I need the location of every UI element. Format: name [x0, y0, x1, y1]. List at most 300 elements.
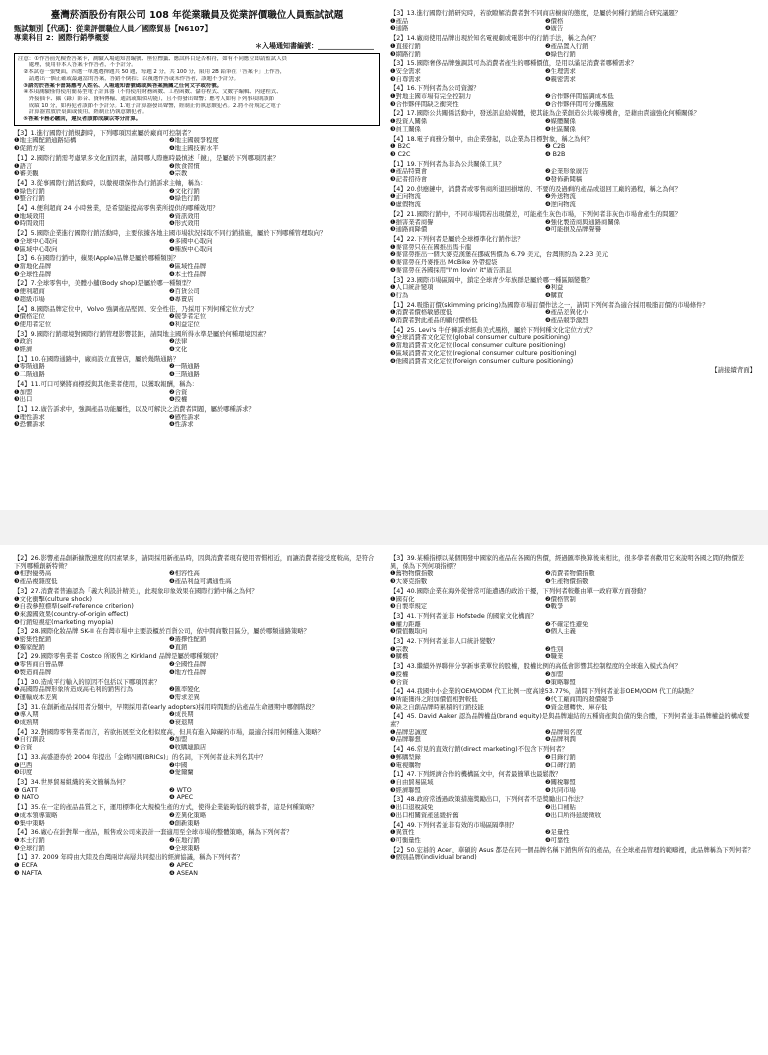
answer-options: [390, 621, 756, 636]
answer-options: [14, 389, 380, 404]
answer-options: [14, 570, 380, 585]
question-stem: 【3】27.消費者普遍認為「義大利設計精美」，此現象印象效果在國際行銷中稱之為何？: [14, 587, 258, 595]
answer-option: ❸缺乏自創品牌時累積的行銷技能: [390, 703, 484, 711]
answer-option: ❷當地消費者文化定位(local consumer culture positioning): [390, 342, 566, 350]
answer-option: ❸合資: [14, 744, 33, 752]
answer-option: ❷麥當勞推出一個大麥克漢堡在挪威售價為 6.79 美元，台灣則約為 2.23 美元: [390, 251, 609, 259]
answer-option: ❶權力距離: [390, 620, 421, 628]
answer-option: ❷區域性品牌: [169, 262, 207, 270]
answer-option: ❷自我參照標準(self-reference criterion): [14, 603, 134, 611]
answer-option: ❶麥當勞只在在國推出馬卡龍: [390, 243, 472, 251]
question-item: [14, 804, 380, 827]
question-list: [14, 130, 380, 429]
question-stem: 【3】31.在創新產品採用者分類中，早期採用者(early adopters)採用時間點約佔產品生命週期中哪個階段？: [14, 703, 318, 711]
question-item: [390, 161, 756, 184]
question-item: [390, 302, 756, 325]
answer-options: [14, 313, 380, 328]
answer-option: ❷產品置入行銷: [545, 42, 589, 50]
answer-option: ❸促銷方案: [14, 145, 45, 153]
answer-option: ❹產品利益可溝通性高: [169, 578, 232, 586]
question-stem: 【4】22.下列何者是屬於全球標準化行銷作法？: [390, 235, 524, 243]
question-item: [14, 255, 380, 278]
question-item: [14, 729, 380, 752]
answer-option: ❷消費者物價指數: [545, 570, 595, 578]
answer-option: ❸集中策略: [14, 819, 45, 827]
answer-option: ❷中國: [169, 761, 188, 769]
question-stem: 【3】39.某種指標以某個開發中國家的產品在各國的售價，經過匯率換算後來相比，很多學者喜歡用它來說明各國之間的物價差異，係為下列何項指標？: [390, 555, 745, 570]
question-item: [390, 327, 756, 366]
answer-option: ❹合作夥伴間可分攤風險: [545, 100, 614, 108]
answer-options: [390, 804, 756, 819]
answer-option: ❶舊物物價指數: [390, 570, 434, 578]
answer-option: ❶安全需求: [390, 67, 421, 75]
question-stem: 【4】44.我國中小企業的OEM/ODM 代工比例一度高達53.77%，請問下列何者並非OEM/ODM 代工的缺點？: [390, 688, 697, 696]
answer-option: ❷相容性高: [169, 570, 200, 578]
answer-option: ❸ NATO: [14, 794, 39, 802]
answer-option: ❷媒體關係: [545, 118, 576, 126]
question-item: [390, 713, 756, 744]
answer-option: ❷匯率變化: [169, 686, 200, 694]
question-item: [390, 588, 756, 611]
exam-title: 臺灣菸酒股份有限公司 108 年從業職員及從業評價職位人員甄試試題: [50, 10, 344, 21]
answer-option: ❶零階通路: [14, 363, 45, 371]
answer-option: ❶密集性配銷: [14, 636, 52, 644]
question-stem: 【2】7.全球零售中，美體小舖(Body shop)是屬於哪一種類型？: [14, 280, 195, 288]
answer-option: ❶高國際品牌形象所造成高毛利的銷售行為: [14, 686, 133, 694]
answer-option: ❹創新策略: [169, 819, 200, 827]
answer-option: ❶相對優勢高: [14, 570, 52, 578]
notice-line: 計算器置放於桌面或使用，經制止仍執意續犯者。: [18, 109, 148, 116]
question-list: [390, 10, 756, 365]
page-gap: [0, 510, 768, 545]
answer-options: [390, 671, 756, 686]
question-stem: 【4】18.電子商務分類中，由企業發起，以企業為目標對象，稱之為何？: [390, 135, 593, 143]
question-item: [390, 35, 756, 58]
answer-option: ❸消費者對此產品的顧付價格低: [390, 317, 478, 325]
answer-options: [390, 696, 756, 711]
answer-option: ❶導入期: [14, 711, 39, 719]
answer-options: [14, 213, 380, 228]
question-item: [390, 10, 756, 33]
answer-option: ❹品牌利潤: [545, 736, 576, 744]
answer-option: ❸品牌聯想: [390, 736, 421, 744]
question-stem: 【2】17.國際公共關係活動中，發送訊息給媒體，使其能為企業創造公共報導機會，是藉由責適強化何種關係？: [390, 110, 700, 118]
question-stem: 【3】34.世界貿易組織的英文簡稱為何？: [14, 778, 129, 786]
question-stem: 【1】12.廣告訴求中，強調產品功能屬性，以及可解決之消費者問題，屬於哪種訴求？: [14, 405, 255, 413]
notice-line: 請選出一個正確或最適當的答案，答錯不倒扣；以複選作答或未作答者，該題不予計分。: [18, 75, 240, 82]
answer-option: ❸經濟: [14, 346, 33, 354]
question-item: [14, 555, 380, 586]
answer-option: ❶國有化: [390, 595, 415, 603]
answer-option: ❶產品: [390, 17, 409, 25]
answer-option: ❸運輸成本差異: [14, 693, 58, 701]
answer-option: ❸通路商降價: [390, 226, 428, 234]
answer-option: ❸電視購物: [390, 761, 421, 769]
question-item: [14, 331, 380, 354]
answer-option: ❶消費者價格敏感度低: [390, 309, 453, 317]
answer-option: ❷價格: [545, 17, 564, 25]
notice-line: ④本項測驗僅得使用簡易型電子計算器（不得使用財務函數、工程函數、儲存程式、文數字編輯、內建程式、: [18, 89, 282, 96]
question-item: [14, 381, 380, 404]
answer-option: ❶成本領導策略: [14, 811, 58, 819]
answer-option: ❷感性訴求: [169, 413, 200, 421]
answer-option: ❷目錄行銷: [545, 753, 576, 761]
answer-option: ❹ APEC: [169, 794, 194, 802]
answer-option: ❹口碑行銷: [545, 761, 576, 769]
answer-option: ❸員工關係: [390, 125, 421, 133]
answer-option: ❶宗教: [390, 645, 409, 653]
answer-options: [390, 596, 756, 611]
answer-option: ❸整合行銷: [14, 195, 45, 203]
question-item: [14, 829, 380, 852]
answer-option: ❶所能獲得之附加價值相對較低: [390, 695, 478, 703]
answer-option: ❸區域中心取向: [14, 245, 58, 253]
answer-options: [390, 334, 756, 365]
question-stem: 【3】28.國際化妝品牌 SK-II 在台灣市場中主要設櫃於百貨公司，依中間商數目區分，屬於哪類通路策略？: [14, 628, 310, 636]
answer-option: ❹形式效用: [169, 220, 200, 228]
answer-options: [390, 68, 756, 83]
answer-options: [14, 188, 380, 203]
question-item: [14, 280, 380, 303]
front-right-column: [390, 10, 756, 375]
answer-option: ❸使用者定位: [14, 320, 52, 328]
answer-option: ❹資金週轉快、庫存低: [545, 703, 608, 711]
question-item: [390, 822, 756, 845]
answer-options: [14, 762, 380, 777]
question-stem: 【3】42.下列何者並非人口統計變數？: [390, 638, 499, 646]
answer-option: ❶自由貿易區域: [390, 778, 434, 786]
answer-options: [390, 219, 756, 234]
answer-options: [390, 570, 756, 585]
answer-option: ❷外送物流: [545, 193, 576, 201]
question-item: [14, 130, 380, 153]
answer-option: ❸麥當勞在丹麥推出 McBike 外帶提袋: [390, 259, 498, 267]
answer-option: ❹策略聯盟: [545, 678, 576, 686]
answer-options: [14, 238, 380, 253]
answer-option: ❶地域效用: [14, 212, 45, 220]
answer-option: ❸製造商品牌: [14, 668, 52, 676]
question-stem: 【3】15.國際奢侈品牌強調其可為消費者產生的哪種價值，是用以滿足消費者哪種需求？: [390, 60, 638, 68]
answer-option: ❹衰退期: [169, 719, 194, 727]
question-item: [14, 679, 380, 702]
answer-option: ❹戰爭: [545, 603, 564, 611]
answer-option: ❷在地行銷: [169, 836, 200, 844]
answer-option: ❸獨家配銷: [14, 643, 45, 651]
answer-option: ❸產品複雜度低: [14, 578, 58, 586]
answer-option: ❷合作夥伴間協調成本低: [545, 93, 614, 101]
answer-option: ❶加盟: [14, 388, 33, 396]
answer-option: ❸經濟聯盟: [390, 786, 421, 794]
answer-option: ❶人口統計變項: [390, 284, 434, 292]
answer-option: ❷足量性: [545, 829, 570, 837]
answer-options: [14, 596, 380, 627]
answer-options: [14, 636, 380, 651]
question-stem: 【1】35.在一定的產品品質之下，運用標準化大規模生產的方式，使得企業能夠低的競爭者，這是何種策略？: [14, 804, 318, 812]
question-item: [14, 230, 380, 253]
answer-option: ❹直銷: [169, 643, 188, 651]
question-item: [14, 588, 380, 627]
answer-option: ❹行銷短視症(marketing myopia): [14, 618, 114, 626]
notice-line: 成績 10 分，如再犯者該節不予計分。1.電子計算器發出聲響，經制止仍執意續犯者。2.將不符規定之電子: [18, 102, 282, 109]
answer-option: ❹專賣店: [169, 295, 194, 303]
answer-options: [14, 862, 380, 877]
answer-option: ❸價值觀取向: [390, 628, 428, 636]
answer-option: ❷法律: [169, 338, 188, 346]
answer-option: ❸二階通路: [14, 371, 45, 379]
answer-option: ❸自製率規定: [390, 603, 428, 611]
answer-options: [390, 244, 756, 275]
question-stem: 【3】41.下列何者並非 Hofstede 的國家文化構面？: [390, 612, 538, 620]
answer-option: ❹生產物價指數: [545, 578, 589, 586]
answer-options: [390, 729, 756, 744]
question-stem: 【4】45. David Aaker 認為品牌權益(brand equity)是與品牌連結的五種資產與負債的集合體，下列何者並非品牌權益的構成要素？: [390, 713, 750, 729]
question-item: [390, 136, 756, 159]
answer-option: ❶零售商自營品牌: [14, 661, 64, 669]
answer-options: [390, 93, 756, 108]
question-item: [14, 406, 380, 429]
answer-option: ❷強化製造商與通路商關係: [545, 218, 620, 226]
answer-options: [14, 686, 380, 701]
question-stem: 【4】11.可口可樂將商標授與其他業者使用，以獲取報酬，稱為：: [14, 380, 199, 388]
answer-option: ❷選擇性配銷: [169, 636, 207, 644]
question-item: [390, 277, 756, 300]
answer-option: ❷不確定性避免: [545, 620, 589, 628]
answer-option: ❹廣告: [545, 25, 564, 33]
answer-option: ❸行為: [390, 291, 409, 299]
answer-options: [390, 829, 756, 844]
exam-category: 甄試類別【代碼】：從業評價職位人員／國際貿易【N6107】: [14, 24, 212, 33]
answer-option: ❷差異化策略: [169, 811, 207, 819]
answer-option: ❶政治: [14, 338, 33, 346]
question-stem: 【4】46.常見的直效行銷(direct marketing)不包含下列何者？: [390, 746, 569, 754]
question-item: [14, 754, 380, 777]
notice-line: 注意：①作答前先檢查答案卡，測驗入場通知書編號、座位標籤、應試科目是否相符，如有不同應立即請監試人員: [18, 55, 287, 62]
answer-option: ❹綠色行銷: [169, 195, 200, 203]
answer-option: ❸網路行銷: [390, 50, 421, 58]
answer-option: ❷ WTO: [169, 786, 192, 794]
answer-option: ❸印度: [14, 769, 33, 777]
question-item: [14, 306, 380, 329]
question-list: [14, 555, 380, 877]
question-stem: 【4】32.對國際零售業者而言，若欲拓展至文化相似度高，但具有進入障礙的市場，最適合採用何種進入策略？: [14, 728, 324, 736]
question-stem: 【2】14.廠商使用品牌出現於知名電視劇或電影中的行銷手法，稱之為何？: [390, 35, 600, 43]
answer-option: ❶個別品牌(individual brand): [390, 854, 477, 862]
answer-option: ❸全球行銷: [14, 844, 45, 852]
front-left-column: [14, 10, 380, 431]
answer-option: ❹地主國技術水平: [169, 145, 219, 153]
question-item: [14, 704, 380, 727]
answer-option: ❶理性訴求: [14, 413, 45, 421]
answer-option: ❹共同市場: [545, 786, 576, 794]
answer-option: ❶全球消費者文化定位(global consumer culture positioning): [390, 334, 571, 342]
answer-options: [390, 779, 756, 794]
answer-options: [390, 754, 756, 769]
answer-option: ❷企業形象廣告: [545, 168, 589, 176]
question-stem: 【3】6.在國際行銷中，蘋果(Apple)品牌是屬於哪種類別？: [14, 255, 180, 263]
question-stem: 【2】50.宏碁的 Acer、華碩的 Asus 都是在同一個品牌名稱下銷售所有的產品，在全球產品管理的範疇裡，此品牌稱為下列何者？: [390, 846, 754, 854]
answer-option: ❷性別: [545, 645, 564, 653]
question-item: [390, 796, 756, 819]
notice-line: 處理，使用非本人答案卡作答者，不予計分。: [18, 62, 137, 69]
answer-option: ❹他國消費者文化定位(foreign consumer culture positioning): [390, 357, 574, 365]
answer-option: ❸合作夥伴間缺乏衝突性: [390, 100, 459, 108]
answer-option: ❶價格定位: [14, 313, 45, 321]
answer-option: ❷關稅聯盟: [545, 778, 576, 786]
answer-option: ❹親密需求: [545, 75, 576, 83]
answer-option: ❹全球策略: [169, 844, 200, 852]
question-stem: 【3】13.進行國際行銷研究時，若欲瞭解消費者對不同商店櫥窗的態度，是屬於何種行銷組合研究議題？: [390, 10, 682, 17]
admission-number-field: ＊入場通知書編號：________________: [255, 42, 374, 50]
answer-options: [14, 736, 380, 751]
answer-option: ❸ NAFTA: [14, 869, 42, 877]
question-item: [14, 854, 380, 877]
answer-option: ❹三階通路: [169, 371, 200, 379]
answer-option: ❸成熟期: [14, 719, 39, 727]
answer-option: ❸合資: [390, 678, 409, 686]
question-stem: 【4】25. Levi's 牛仔褲訴求經典美式風格，屬於下列何種文化定位方式？: [390, 326, 596, 334]
answer-option: ❸出口相關資產延緩折舊: [390, 811, 459, 819]
question-item: [390, 211, 756, 234]
answer-option: ❶全球中心取向: [14, 237, 58, 245]
question-item: [14, 356, 380, 379]
answer-options: [390, 854, 756, 862]
answer-option: ❷利益: [545, 284, 564, 292]
answer-option: ❹可能損及品牌聲譽: [545, 226, 602, 234]
answer-option: ❷成長期: [169, 711, 194, 719]
answer-option: ❶投資人關係: [390, 118, 428, 126]
answer-option: ❶ ECFA: [14, 862, 38, 870]
answer-options: [14, 812, 380, 827]
answer-option: ❶對地主國市場有完全控制力: [390, 93, 472, 101]
answer-options: [390, 118, 756, 133]
answer-options: [390, 646, 756, 661]
answer-option: ❸購機: [390, 653, 409, 661]
answer-option: ❸區域消費者文化定位(regional consumer culture positioning): [390, 349, 577, 357]
question-stem: 【3】48.政府常透過政策措施獎勵出口，下列何者不是獎勵出口作法？: [390, 796, 587, 804]
answer-option: ❷加盟: [169, 736, 188, 744]
question-item: [390, 688, 756, 711]
answer-option: ❷代工廠商間的殺價競爭: [545, 695, 614, 703]
answer-options: [14, 661, 380, 676]
question-item: [390, 847, 756, 862]
answer-option: ❸記者招待會: [390, 176, 428, 184]
answer-options: [14, 711, 380, 726]
question-item: [390, 85, 756, 108]
notice-line: ②本試卷一張雙面，四選一單選選擇題共 50 題，每題 2 分，共 100 分，限用 2B 鉛筆在「答案卡」上作答，: [18, 69, 286, 76]
answer-option: ❹本土性品牌: [169, 270, 207, 278]
answer-option: ❹出口所得延緩徵收: [545, 811, 602, 819]
question-stem: 【4】36.廠心在針對單一產品，販售或公司來設計一套適用至全球市場的整體策略，稱為下列何者？: [14, 829, 293, 837]
question-item: [390, 60, 756, 83]
answer-option: ❸大麥克指數: [390, 578, 428, 586]
answer-option: ❹愛爾蘭: [169, 769, 194, 777]
answer-option: ❹收購連鎖店: [169, 744, 207, 752]
answer-options: [390, 284, 756, 299]
question-stem: 【3】1.進行國際行銷規劃時，下列哪項因素屬於廠商可控制者？: [14, 129, 195, 137]
notice-line: ③請勿於答案卡書寫應考人姓名、入場通知書號碼或與答案無關之任何文字或符號。: [18, 82, 223, 89]
answer-options: [14, 288, 380, 303]
answer-option: ❸自尊需求: [390, 75, 421, 83]
question-stem: 【4】8.國際品牌定位中，Volvo 強調產品堅固、安全性佳，乃採用下列何種定位方式？: [14, 305, 258, 313]
answer-option: ❷多國中心取向: [169, 237, 213, 245]
answer-option: ❹可靠性: [545, 836, 570, 844]
question-stem: 【4】3.從事國際行銷活動時，以徹視環保作為行銷訴求主軸，稱為：: [14, 179, 207, 187]
answer-option: ❹產品競爭激烈: [545, 317, 589, 325]
answer-option: ❷文化行銷: [169, 187, 200, 195]
answer-options: [14, 837, 380, 852]
question-stem: 【3】23.國際市場區隔中，鎖定全球青少年族群是屬於哪一種區隔變數？: [390, 276, 593, 284]
answer-option: ❷地主國競爭程度: [169, 137, 219, 145]
question-item: [14, 180, 380, 203]
answer-option: ❷價格管制: [545, 595, 576, 603]
answer-option: ❹個人主義: [545, 628, 576, 636]
answer-option: ❹地方性品牌: [169, 668, 207, 676]
question-item: [390, 771, 756, 794]
question-stem: 【1】24.吸脂訂價(skimming pricing)為國際市場訂價作法之一，請問下列何者為適合採用吸脂訂價的市場條件？: [390, 301, 709, 309]
answer-option: ❹授權: [169, 396, 188, 404]
question-stem: 【3】9.國際行銷環境對國際行銷管理影響甚鉅，請問地主國所得水準是屬於何種環境因素？: [14, 330, 270, 338]
answer-options: [14, 163, 380, 178]
question-stem: 【4】20.供應鏈中，消費者或零售商所退回損壞的、不要的及過剩的產品或退回工廠的過程，稱之為何？: [390, 185, 682, 193]
question-stem: 【4】49.下列何者並非有效的市場區隔準則？: [390, 821, 518, 829]
answer-option: ❹種族中心取向: [169, 245, 213, 253]
answer-options: [390, 143, 756, 158]
answer-option: ❷品牌知名度: [545, 728, 583, 736]
question-stem: 【1】33.高盛證券於 2004 年提出「金磚四國(BRICs)」的名詞，下列何者並未列名其中？: [14, 753, 267, 761]
answer-option: ❶當地化品牌: [14, 262, 52, 270]
question-stem: 【1】30.造成平行輸入的原因不包括以下哪項因素？: [14, 678, 161, 686]
answer-options: [14, 414, 380, 429]
exam-notice-box: [14, 53, 380, 126]
answer-option: ❶語言: [14, 162, 33, 170]
question-item: [390, 186, 756, 209]
answer-option: ❸審美觀: [14, 170, 39, 178]
question-stem: 【1】37. 2009 年時由大陸及台灣兩岸高層共同提出的經濟協議，稱為下列何者？: [14, 854, 244, 862]
answer-option: ❸虛假物流: [390, 201, 421, 209]
answer-option: ❶綠色行銷: [14, 187, 45, 195]
answer-option: ❸時間效用: [14, 220, 45, 228]
answer-option: ❷ C2B: [545, 143, 566, 151]
answer-option: ❷ APEC: [169, 862, 194, 870]
answer-option: ❸恐懼訴求: [14, 421, 45, 429]
question-stem: 【2】26.影響產品創新擴散速度的因素眾多，請問採用新產品時，因與消費者現有使用習慣相近，而讓消費者接受度較高，是符合下列哪種創新特徵？: [14, 555, 375, 570]
answer-options: [14, 363, 380, 378]
answer-option: ❷加盟: [545, 670, 564, 678]
answer-option: ❹文化: [169, 346, 188, 354]
question-item: [390, 110, 756, 133]
answer-option: ❷產品差異化小: [545, 309, 589, 317]
answer-option: ❶文化衝擊(culture shock): [14, 595, 92, 603]
answer-option: ❸ C2C: [390, 150, 411, 158]
question-stem: 【1】2.國際行銷需考慮眾多文化面因素，請問哪人際應時最慎述「鏡」，是屬於下列哪項因素？: [14, 154, 280, 162]
answer-option: ❹需求差異: [169, 693, 200, 701]
answer-option: ❸可衡量性: [390, 836, 421, 844]
answer-option: ❸超級市場: [14, 295, 45, 303]
answer-option: ❸全球性品牌: [14, 270, 52, 278]
question-stem: 【4】4.便利超商 24 小時營業，是希望能提高零售業所提供的哪種效用？: [14, 205, 219, 213]
answer-option: ❹逆向物流: [545, 201, 576, 209]
answer-option: ❹職業: [545, 653, 564, 661]
answer-options: [14, 338, 380, 353]
exam-page-back: [0, 545, 768, 1055]
answer-option: ❹性訴求: [169, 421, 194, 429]
question-stem: 【2】29.國際零售業者 Costco 所販售之 Kirkland 品牌是屬於哪種類別？: [14, 653, 222, 661]
answer-option: ❶便利超商: [14, 288, 45, 296]
question-item: [14, 155, 380, 178]
back-left-column: [14, 555, 380, 879]
answer-option: ❶自行創設: [14, 736, 45, 744]
answer-option: ❷一階通路: [169, 363, 200, 371]
